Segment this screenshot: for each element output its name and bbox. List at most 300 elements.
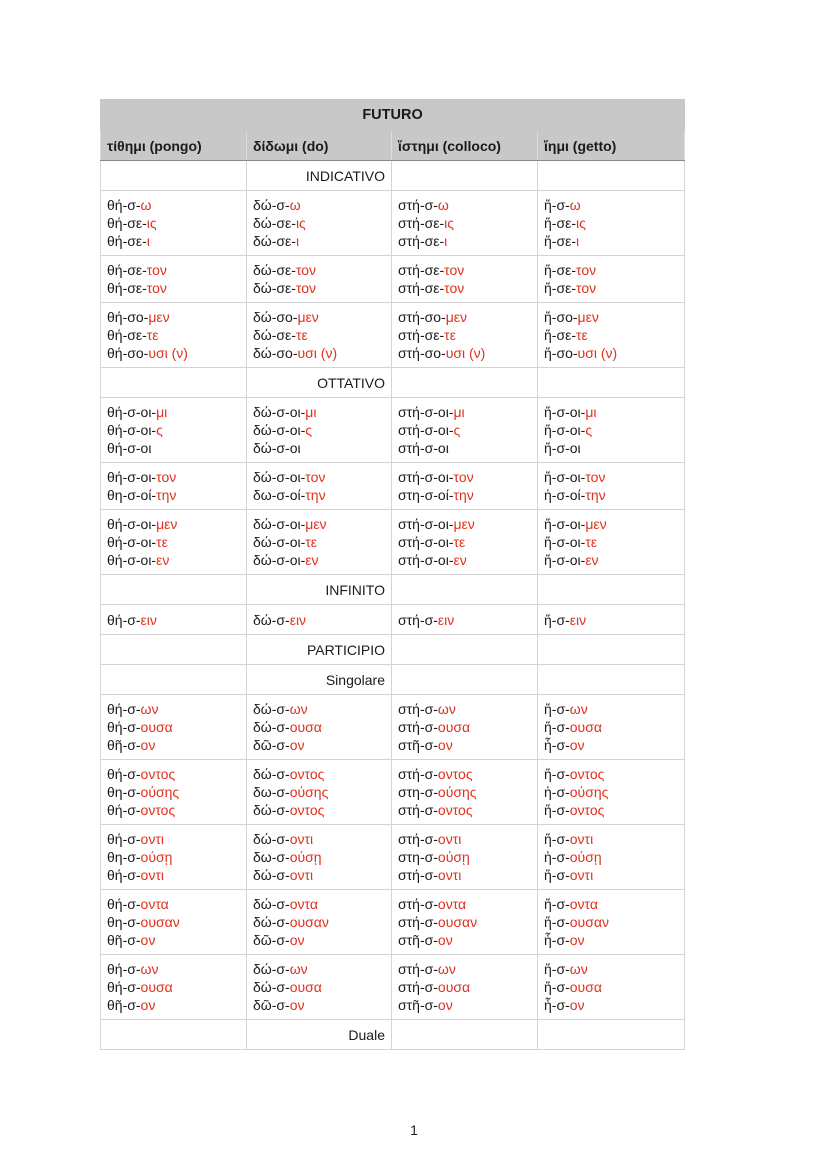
form-stem: ἧ-σ- bbox=[544, 737, 570, 753]
form-stem: θή-σε- bbox=[107, 233, 147, 249]
verb-form bbox=[544, 866, 678, 884]
verb-form bbox=[107, 533, 240, 551]
form-stem: στή-σο- bbox=[398, 345, 446, 361]
form-ending: τε bbox=[146, 327, 159, 343]
form-ending: μεν bbox=[305, 516, 327, 532]
form-ending: οντος bbox=[569, 766, 605, 782]
form-ending: ουσα bbox=[569, 979, 602, 995]
form-stem: θη-σ- bbox=[107, 849, 141, 865]
empty-cell bbox=[392, 368, 538, 398]
form-ending: ουσα bbox=[289, 979, 322, 995]
verb-form bbox=[398, 515, 531, 533]
form-ending: οντι bbox=[437, 867, 462, 883]
empty-cell bbox=[101, 665, 247, 695]
form-stem: δώ-σ-οι- bbox=[253, 404, 306, 420]
form-stem: ἥ-σ- bbox=[544, 914, 570, 930]
empty-cell bbox=[538, 1020, 685, 1050]
form-ending: εν bbox=[585, 552, 599, 568]
form-ending: οντος bbox=[437, 802, 473, 818]
table-title-row bbox=[101, 100, 685, 131]
verb-form bbox=[398, 736, 531, 754]
form-ending: ον bbox=[437, 932, 453, 948]
form-ending: οντα bbox=[140, 896, 169, 912]
table-cell bbox=[392, 695, 538, 760]
form-ending: ουσα bbox=[140, 719, 173, 735]
form-stem: δῶ-σ- bbox=[253, 997, 290, 1013]
form-stem: ἥ-σ-οι- bbox=[544, 404, 586, 420]
form-ending: ουσα bbox=[289, 719, 322, 735]
table-title: FUTURO bbox=[101, 100, 685, 131]
verb-form bbox=[253, 515, 385, 533]
form-stem: στή-σ-οι- bbox=[398, 534, 454, 550]
column-header: δίδωμι (do) bbox=[247, 131, 392, 161]
verb-form bbox=[107, 439, 240, 457]
column-header: ἵστημι (colloco) bbox=[392, 131, 538, 161]
section-label: INDICATIVO bbox=[247, 161, 392, 191]
verb-form bbox=[107, 736, 240, 754]
form-stem: θή-σο- bbox=[107, 309, 149, 325]
form-ending: ουσαν bbox=[140, 914, 180, 930]
form-ending: οντα bbox=[289, 896, 318, 912]
section-row bbox=[101, 1020, 685, 1050]
form-stem: δώ-σ- bbox=[253, 896, 290, 912]
form-stem: θή-σε- bbox=[107, 215, 147, 231]
form-stem: δῶ-σ- bbox=[253, 737, 290, 753]
verb-form bbox=[253, 439, 385, 457]
verb-form bbox=[544, 895, 678, 913]
form-stem: θή-σ-οι- bbox=[107, 469, 157, 485]
form-stem: στή-σε- bbox=[398, 262, 445, 278]
verb-form bbox=[398, 214, 531, 232]
verb-form bbox=[544, 279, 678, 297]
table-cell bbox=[247, 760, 392, 825]
form-ending: ουσα bbox=[140, 979, 173, 995]
form-ending: οντος bbox=[289, 766, 325, 782]
verb-form bbox=[398, 196, 531, 214]
verb-form bbox=[107, 344, 240, 362]
form-stem: θῆ-σ- bbox=[107, 932, 141, 948]
form-ending: τον bbox=[295, 262, 317, 278]
form-stem: ἡ-σ-οί- bbox=[544, 487, 586, 503]
form-stem: στῆ-σ- bbox=[398, 932, 438, 948]
form-ending: υσι (ν) bbox=[577, 345, 618, 361]
form-ending: ον bbox=[140, 997, 156, 1013]
form-stem: ἥ-σ- bbox=[544, 611, 570, 628]
verb-form bbox=[253, 344, 385, 362]
form-ending: εν bbox=[305, 552, 319, 568]
section-label: OTTATIVO bbox=[247, 368, 392, 398]
form-ending: μι bbox=[585, 404, 597, 420]
verb-form bbox=[253, 326, 385, 344]
form-ending: ι bbox=[146, 233, 150, 249]
form-stem: δώ-σε- bbox=[253, 280, 296, 296]
form-ending: ούσης bbox=[569, 784, 609, 800]
verb-form bbox=[253, 308, 385, 326]
verb-form bbox=[253, 403, 385, 421]
form-stem: στή-σε- bbox=[398, 233, 445, 249]
verb-form bbox=[398, 978, 531, 996]
form-stem: ἥ-σ- bbox=[544, 979, 570, 995]
form-ending: οντι bbox=[140, 867, 164, 883]
table-cell bbox=[101, 605, 247, 635]
form-ending: οντος bbox=[289, 802, 325, 818]
form-ending: τον bbox=[305, 469, 326, 485]
table-cell bbox=[538, 398, 685, 463]
verb-form bbox=[253, 700, 385, 718]
form-ending: οντος bbox=[140, 766, 176, 782]
verb-form bbox=[398, 895, 531, 913]
verb-form bbox=[253, 232, 385, 250]
verb-form bbox=[107, 801, 240, 819]
verb-form bbox=[253, 960, 385, 978]
form-stem: θή-σο- bbox=[107, 345, 149, 361]
verb-form bbox=[544, 468, 678, 486]
form-ending: ούσῃ bbox=[437, 849, 470, 865]
form-ending: τε bbox=[585, 534, 598, 550]
form-ending: τον bbox=[146, 262, 167, 278]
form-stem: στή-σε- bbox=[398, 280, 445, 296]
form-stem: θή-σ-οι- bbox=[107, 516, 157, 532]
verb-form bbox=[107, 468, 240, 486]
form-stem: στή-σ- bbox=[398, 831, 438, 847]
form-stem: θή-σ- bbox=[107, 867, 141, 883]
form-stem: ἥ-σ- bbox=[544, 701, 570, 717]
form-stem: στῆ-σ- bbox=[398, 997, 438, 1013]
empty-cell bbox=[538, 368, 685, 398]
verb-form bbox=[398, 551, 531, 569]
verb-form bbox=[398, 848, 531, 866]
empty-cell bbox=[538, 161, 685, 191]
form-stem: ἥ-σε- bbox=[544, 233, 576, 249]
verb-form bbox=[544, 439, 678, 457]
form-stem: δώ-σε- bbox=[253, 215, 296, 231]
form-ending: ις bbox=[295, 215, 306, 231]
form-ending: ω bbox=[569, 197, 581, 213]
table-cell bbox=[101, 398, 247, 463]
form-ending: ουσαν bbox=[289, 914, 329, 930]
form-ending: ούσῃ bbox=[289, 849, 322, 865]
column-header-row bbox=[101, 131, 685, 161]
form-ending: μεν bbox=[577, 309, 599, 325]
form-ending: μεν bbox=[585, 516, 607, 532]
table-cell bbox=[392, 191, 538, 256]
form-stem: θη-σ- bbox=[107, 784, 141, 800]
form-ending: ς bbox=[156, 422, 163, 438]
form-stem: ἥ-σ- bbox=[544, 831, 570, 847]
table-cell bbox=[247, 510, 392, 575]
form-ending: ον bbox=[289, 997, 305, 1013]
verb-form bbox=[253, 279, 385, 297]
section-row bbox=[101, 161, 685, 191]
form-ending: ς bbox=[585, 422, 593, 438]
form-ending: ειν bbox=[437, 611, 455, 628]
form-stem: θή-σ- bbox=[107, 961, 141, 977]
form-ending: ω bbox=[289, 197, 301, 213]
form-ending: ον bbox=[569, 997, 585, 1013]
form-ending: ούσῃ bbox=[140, 849, 173, 865]
form-stem: δώ-σ- bbox=[253, 867, 290, 883]
form-stem: δώ-σε- bbox=[253, 327, 296, 343]
empty-cell bbox=[538, 665, 685, 695]
form-stem: δώ-σ- bbox=[253, 197, 290, 213]
verb-form bbox=[398, 344, 531, 362]
table-cell bbox=[247, 825, 392, 890]
column-header: τίθημι (pongo) bbox=[101, 131, 247, 161]
form-ending: υσι (ν) bbox=[445, 345, 486, 361]
verb-form bbox=[398, 996, 531, 1014]
verb-form bbox=[107, 978, 240, 996]
table-row bbox=[101, 695, 685, 760]
verb-form bbox=[398, 279, 531, 297]
form-ending: τον bbox=[146, 280, 167, 296]
form-ending: ον bbox=[569, 932, 585, 948]
form-ending: μεν bbox=[297, 309, 319, 325]
verb-form bbox=[544, 232, 678, 250]
verb-form bbox=[253, 866, 385, 884]
verb-form bbox=[544, 403, 678, 421]
table-cell bbox=[247, 463, 392, 510]
table-cell bbox=[247, 695, 392, 760]
table-cell bbox=[538, 256, 685, 303]
table-cell bbox=[101, 825, 247, 890]
form-ending: ουσα bbox=[437, 979, 471, 995]
form-stem: δώ-σε- bbox=[253, 262, 296, 278]
form-stem: ἥ-σο- bbox=[544, 345, 578, 361]
table-cell bbox=[538, 605, 685, 635]
table-cell bbox=[538, 695, 685, 760]
form-ending: τον bbox=[295, 280, 317, 296]
table-row bbox=[101, 463, 685, 510]
form-ending: ων bbox=[140, 701, 159, 717]
form-ending: ις bbox=[146, 215, 157, 231]
form-ending: μεν bbox=[445, 309, 468, 325]
verb-form bbox=[544, 783, 678, 801]
verb-form bbox=[107, 611, 240, 629]
form-ending: ων bbox=[437, 961, 456, 977]
form-stem: στή-σο- bbox=[398, 309, 446, 325]
form-ending: οντι bbox=[569, 867, 594, 883]
table-cell bbox=[538, 191, 685, 256]
verb-form bbox=[253, 421, 385, 439]
form-ending: ειν bbox=[140, 611, 157, 628]
verb-form bbox=[253, 978, 385, 996]
verb-form bbox=[398, 718, 531, 736]
verb-form bbox=[107, 515, 240, 533]
table-cell bbox=[101, 955, 247, 1020]
form-ending: ς bbox=[305, 422, 312, 438]
verb-form bbox=[398, 830, 531, 848]
verb-form bbox=[253, 486, 385, 504]
form-ending: οντι bbox=[569, 831, 594, 847]
section-row bbox=[101, 665, 685, 695]
verb-form bbox=[107, 486, 240, 504]
form-ending: ούσης bbox=[437, 784, 477, 800]
section-label: Duale bbox=[247, 1020, 392, 1050]
empty-cell bbox=[392, 161, 538, 191]
form-stem: δώ-σ-οι- bbox=[253, 516, 306, 532]
form-ending: μεν bbox=[453, 516, 475, 532]
form-stem: θή-σ-οι- bbox=[107, 422, 157, 438]
form-ending: τον bbox=[444, 280, 465, 296]
verb-form bbox=[107, 421, 240, 439]
form-stem: στή-σ- bbox=[398, 979, 438, 995]
verb-form bbox=[398, 765, 531, 783]
form-ending: την bbox=[156, 487, 177, 503]
form-ending: ις bbox=[444, 215, 455, 231]
form-stem: δώ-σ-οι- bbox=[253, 469, 306, 485]
form-ending: τον bbox=[576, 262, 597, 278]
form-stem: στή-σ- bbox=[398, 197, 438, 213]
form-ending: ων bbox=[289, 961, 308, 977]
form-stem: θῆ-σ- bbox=[107, 997, 141, 1013]
verb-form bbox=[544, 308, 678, 326]
verb-form bbox=[544, 611, 678, 629]
verb-form bbox=[107, 196, 240, 214]
table-row bbox=[101, 303, 685, 368]
verb-form bbox=[544, 848, 678, 866]
verb-form bbox=[398, 308, 531, 326]
form-ending: ων bbox=[569, 961, 588, 977]
form-stem: θη-σ- bbox=[107, 914, 141, 930]
verb-form bbox=[544, 736, 678, 754]
table-cell bbox=[101, 256, 247, 303]
empty-cell bbox=[101, 161, 247, 191]
table-cell bbox=[538, 303, 685, 368]
empty-cell bbox=[392, 635, 538, 665]
form-stem: ἧ-σ- bbox=[544, 932, 570, 948]
verb-form bbox=[544, 960, 678, 978]
form-stem: θή-σ- bbox=[107, 719, 141, 735]
verb-form bbox=[398, 913, 531, 931]
form-stem: στή-σ-οι- bbox=[398, 422, 454, 438]
form-ending: ούσῃ bbox=[569, 849, 602, 865]
table-cell bbox=[538, 463, 685, 510]
verb-form bbox=[253, 931, 385, 949]
verb-form bbox=[544, 515, 678, 533]
table-cell bbox=[392, 605, 538, 635]
form-stem: ἥ-σ-οι- bbox=[544, 422, 586, 438]
table-cell bbox=[392, 955, 538, 1020]
form-stem: θή-σ-οι- bbox=[107, 552, 157, 568]
verb-form bbox=[253, 261, 385, 279]
form-stem: δώ-σε- bbox=[253, 233, 296, 249]
section-label: Singolare bbox=[247, 665, 392, 695]
table-cell bbox=[101, 695, 247, 760]
form-ending: οντα bbox=[437, 896, 467, 912]
form-ending: ι bbox=[576, 233, 580, 249]
table-cell bbox=[247, 303, 392, 368]
form-stem: ἥ-σ- bbox=[544, 719, 570, 735]
table-cell bbox=[538, 760, 685, 825]
verb-form bbox=[253, 611, 385, 629]
form-stem: δώ-σ- bbox=[253, 802, 290, 818]
form-ending: την bbox=[585, 487, 606, 503]
form-stem: ἥ-σ-οι- bbox=[544, 516, 586, 532]
form-ending: τε bbox=[453, 534, 466, 550]
form-ending: τον bbox=[576, 280, 597, 296]
table-cell bbox=[101, 760, 247, 825]
verb-form bbox=[107, 718, 240, 736]
form-stem: δώ-σ- bbox=[253, 831, 290, 847]
verb-form bbox=[107, 214, 240, 232]
verb-form bbox=[398, 801, 531, 819]
form-stem: ἥ-σε- bbox=[544, 215, 576, 231]
form-stem: ἡ-σ- bbox=[544, 849, 570, 865]
form-stem: δώ-σ-οι- bbox=[253, 534, 306, 550]
form-stem: δω-σ-οί- bbox=[253, 487, 306, 503]
form-stem: στή-σε- bbox=[398, 327, 445, 343]
verb-form bbox=[107, 913, 240, 931]
form-ending: οντι bbox=[289, 831, 314, 847]
verb-form bbox=[107, 931, 240, 949]
verb-form bbox=[253, 533, 385, 551]
form-ending: ουσα bbox=[437, 719, 471, 735]
table-cell bbox=[392, 760, 538, 825]
table-cell bbox=[392, 825, 538, 890]
table-cell bbox=[247, 398, 392, 463]
form-ending: ον bbox=[289, 932, 305, 948]
verb-form bbox=[253, 468, 385, 486]
form-stem: θή-σε- bbox=[107, 327, 147, 343]
form-stem: στή-σ-οι- bbox=[398, 516, 454, 532]
verb-form bbox=[544, 326, 678, 344]
verb-form bbox=[398, 261, 531, 279]
form-stem: ἥ-σο- bbox=[544, 309, 578, 325]
verb-form bbox=[107, 848, 240, 866]
verb-form bbox=[107, 261, 240, 279]
form-ending: μι bbox=[305, 404, 317, 420]
verb-form bbox=[398, 403, 531, 421]
form-stem: δω-σ- bbox=[253, 784, 290, 800]
verb-form bbox=[107, 866, 240, 884]
form-stem: ἥ-σε- bbox=[544, 327, 576, 343]
form-stem: στή-σ- bbox=[398, 867, 438, 883]
form-stem: δώ-σ-οι- bbox=[253, 422, 306, 438]
form-stem: θή-σ- bbox=[107, 766, 141, 782]
verb-form bbox=[544, 421, 678, 439]
form-stem: ἥ-σ- bbox=[544, 867, 570, 883]
form-stem: θή-σε- bbox=[107, 262, 147, 278]
form-ending: μεν bbox=[148, 309, 170, 325]
form-ending: ων bbox=[437, 701, 456, 717]
form-ending: ι bbox=[444, 233, 448, 249]
verb-form bbox=[253, 214, 385, 232]
form-stem: θή-σ-οι bbox=[107, 440, 152, 456]
verb-form bbox=[544, 700, 678, 718]
section-row bbox=[101, 575, 685, 605]
verb-form bbox=[107, 996, 240, 1014]
table-row bbox=[101, 398, 685, 463]
table-row bbox=[101, 605, 685, 635]
form-stem: δώ-σο- bbox=[253, 345, 298, 361]
form-stem: στή-σ- bbox=[398, 701, 438, 717]
verb-form bbox=[544, 533, 678, 551]
form-stem: ἥ-σ- bbox=[544, 961, 570, 977]
form-stem: ἥ-σ- bbox=[544, 802, 570, 818]
form-stem: δώ-σ-οι bbox=[253, 440, 301, 456]
form-stem: θή-σ- bbox=[107, 831, 141, 847]
page-number: 1 bbox=[410, 1122, 418, 1138]
verb-form bbox=[107, 551, 240, 569]
empty-cell bbox=[101, 368, 247, 398]
empty-cell bbox=[538, 635, 685, 665]
form-ending: ον bbox=[437, 997, 453, 1013]
verb-form bbox=[253, 830, 385, 848]
form-stem: δώ-σ- bbox=[253, 914, 290, 930]
form-stem: θῆ-σ- bbox=[107, 737, 141, 753]
form-ending: υσι (ν) bbox=[148, 345, 188, 361]
form-stem: ἥ-σ-οι- bbox=[544, 534, 586, 550]
